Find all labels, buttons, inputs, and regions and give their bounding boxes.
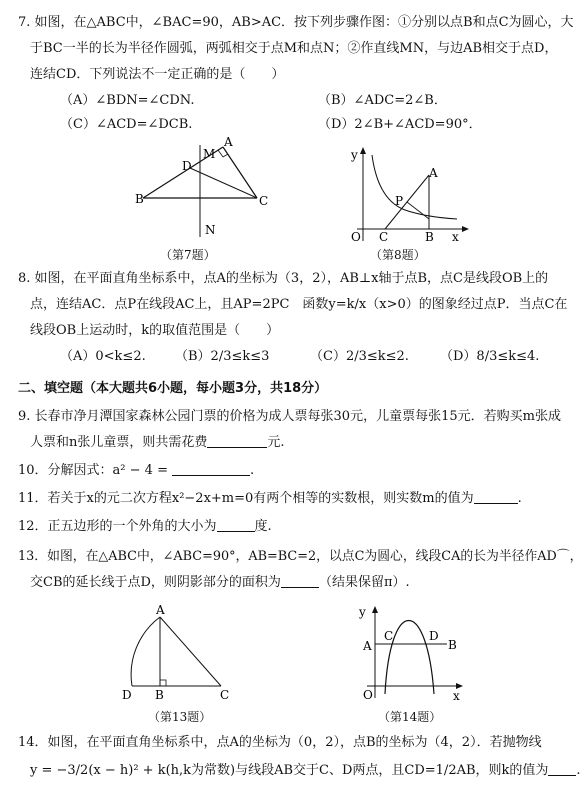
- q10-line: [18, 462, 254, 480]
- q8-option-d: （D）8/3≤k≤4.: [440, 349, 540, 364]
- fig13-label-c: C: [220, 688, 230, 702]
- q8-line-1: 8. 如图，在平面直角坐标系中，点A的坐标为（3，2），AB⊥x轴于点B，点C是线段OB上的: [18, 271, 549, 286]
- fig7-label-m: M: [203, 147, 216, 161]
- figure-7: [135, 137, 275, 243]
- section-2-title: 二、填空题（本大题共6小题，每小题3分，共18分）: [18, 381, 328, 396]
- fig8-caption: （第8题）: [370, 248, 426, 262]
- fig7-caption: （第7题）: [160, 248, 216, 262]
- q11-line: [18, 490, 522, 508]
- fig8-label-c: C: [379, 230, 389, 244]
- fig13-label-d: D: [122, 688, 132, 702]
- q14-answer-blank[interactable]: [548, 762, 576, 776]
- fig14-label-d: D: [429, 629, 439, 643]
- q14-line-1: 14．如图，在平面直角坐标系中，点A的坐标为（0，2），点B的坐标为（4，2）．若抛物线: [18, 735, 542, 750]
- q8-option-a: （A）0<k≤2.: [60, 349, 146, 364]
- fig8-label-a: A: [429, 166, 438, 180]
- q9-answer-blank[interactable]: [207, 434, 267, 448]
- q9-line-2: [30, 434, 285, 452]
- fig7-label-b: B: [135, 192, 144, 206]
- q12-answer-blank[interactable]: [217, 518, 255, 532]
- fig14-label-o: O: [363, 688, 373, 702]
- q8-option-c: （C）2/3≤k≤2.: [310, 349, 409, 364]
- fig8-label-p: P: [395, 194, 404, 208]
- q13-line-2: [30, 574, 410, 592]
- q7-option-d: （D）2∠B+∠ACD=90°．: [318, 117, 482, 132]
- q7-option-a: （A）∠BDN=∠CDN.: [60, 93, 195, 108]
- fig7-label-n: N: [205, 223, 216, 237]
- q10-text: 10．分解因式：a² − 4 =: [18, 463, 168, 478]
- fig7-label-d: D: [182, 159, 192, 173]
- fig7-label-a: A: [224, 137, 233, 149]
- q12-text: 12．正五边形的一个外角的大小为: [18, 519, 217, 534]
- q8-option-b: （B）2/3≤k≤3: [175, 349, 270, 364]
- fig13-caption: （第13题）: [148, 710, 212, 724]
- q11-end: .: [517, 491, 522, 506]
- fig14-label-b: B: [448, 638, 457, 652]
- fig13-arc-ad: [131, 617, 160, 686]
- q7-line-2: 于BC一半的长为半径作圆弧，两弧相交于点M和点N；②作直线MN，与边AB相交于点D，: [30, 41, 558, 56]
- figure-14: [355, 604, 467, 702]
- q14-line-2: [30, 762, 581, 780]
- fig8-label-o: O: [351, 230, 361, 244]
- fig13-label-b: B: [155, 688, 164, 702]
- q8-line-3: 线段OB上运动时，k的取值范围是（ ）: [30, 323, 280, 338]
- q11-answer-blank[interactable]: [474, 490, 518, 504]
- q13-answer-blank[interactable]: [281, 574, 319, 588]
- fig14-label-x: x: [453, 689, 460, 702]
- q10-answer-blank[interactable]: [172, 462, 250, 476]
- q9-line-2-end: 元.: [267, 435, 285, 450]
- fig13-label-a: A: [156, 604, 165, 617]
- q11-text: 11．若关于x的元二次方程x²−2x+m=0有两个相等的实数根，则实数m的值为: [18, 491, 474, 506]
- fig8-label-b: B: [425, 230, 434, 244]
- q7-option-b: （B）∠ADC=2∠B．: [318, 93, 447, 108]
- fig8-label-y: y: [351, 148, 358, 162]
- q14-line-2-text: y = −3/2(x − h)² + k(h,k为常数)与线段AB交于C、D两点，且CD=1/2AB，则k的值为: [30, 763, 549, 778]
- fig7-label-c: C: [259, 194, 269, 208]
- figure-13: [118, 604, 238, 702]
- fig14-label-a: A: [363, 639, 372, 653]
- q13-line-2-end: （结果保留π）.: [318, 575, 410, 590]
- q13-line-2-text: 交CB的延长线于点D，则阴影部分的面积为: [30, 575, 281, 590]
- fig13-side-ac: [160, 617, 221, 686]
- fig7-right-angle: [218, 150, 228, 157]
- q9-line-1: 9. 长春市净月潭国家森林公园门票的价格为成人票每张30元，儿童票每张15元．若购买m张成: [18, 409, 561, 424]
- fig8-label-x: x: [452, 230, 459, 244]
- q13-line-1: 13．如图，在△ABC中，∠ABC=90°，AB=BC=2，以点C为圆心，线段CA的长为半径作AD⌒，: [18, 549, 583, 564]
- q7-line-1: 7. 如图，在△ABC中，∠BAC=90，AB>AC．按下列步骤作图：①分别以点B和点C为圆心，大: [18, 15, 574, 30]
- fig14-label-y: y: [359, 605, 366, 619]
- fig14-caption: （第14题）: [378, 710, 442, 724]
- fig8-curve: [372, 155, 457, 219]
- q12-end: 度.: [254, 519, 272, 534]
- q10-end: .: [249, 463, 255, 478]
- q14-line-2-end: .: [576, 763, 581, 778]
- q12-line: [18, 518, 272, 536]
- q7-option-c: （C）∠ACD=∠DCB.: [60, 117, 193, 132]
- q8-line-2: 点，连结AC．点P在线段AC上，且AP=2PC 函数y=k/x（x>0）的图象经过点P．当点C在: [30, 297, 568, 312]
- q9-line-2-text: 人票和n张儿童票，则共需花费: [30, 435, 208, 450]
- figure-8: [345, 145, 470, 245]
- fig14-label-c: C: [384, 629, 394, 643]
- q7-line-3: 连结CD．下列说法不一定正确的是（ ）: [30, 67, 285, 82]
- fig13-right-angle: [160, 680, 166, 686]
